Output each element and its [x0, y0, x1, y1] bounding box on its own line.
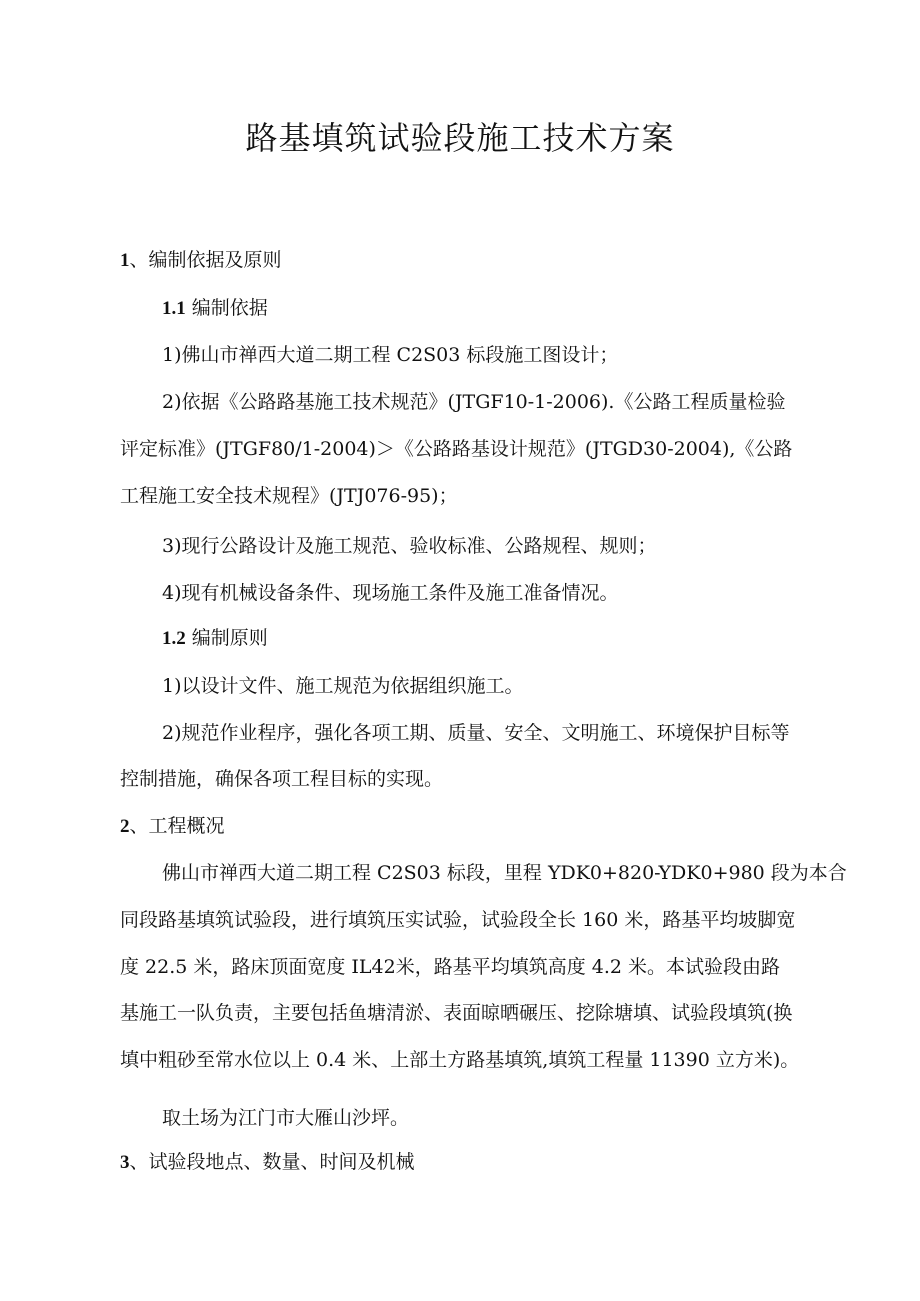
subsection-number: 1.1	[162, 298, 186, 319]
paragraph-line: 工程施工安全技术规程》(JTJ076-95)；	[120, 485, 458, 507]
paragraph-line: 1)佛山市禅西大道二期工程 C2S03 标段施工图设计；	[162, 344, 619, 366]
paragraph-line: 佛山市禅西大道二期工程 C2S03 标段，里程 YDK0+820-YDK0+980 段为本合	[162, 862, 847, 884]
paragraph-line: 2)依据《公路路基施工技术规范》(JTGF10-1-2006).《公路工程质量检验	[162, 391, 786, 413]
paragraph-line: 度 22.5 米，路床顶面宽度 IL42米，路基平均填筑高度 4.2 米。本试验段由路	[120, 956, 781, 978]
subsection-title: 编制原则	[185, 627, 268, 649]
subsection-title: 编制依据	[185, 297, 268, 319]
section-title: 、工程概况	[129, 815, 225, 837]
paragraph-line: 控制措施，确保各项工程目标的实现。	[120, 768, 444, 790]
paragraph-line: 评定标准》(JTGF80/1-2004)＞《公路路基设计规范》(JTGD30-2004),《公路	[120, 438, 793, 460]
section-2-heading	[120, 813, 225, 840]
paragraph-line: 同段路基填筑试验段，进行填筑压实试验，试验段全长 160 米，路基平均坡脚宽	[120, 909, 796, 931]
paragraph-line: 2)规范作业程序，强化各项工期、质量、安全、文明施工、环境保护目标等	[162, 722, 790, 744]
document-title: 路基填筑试验段施工技术方案	[245, 119, 675, 157]
paragraph-line: 基施工一队负责，主要包括鱼塘清淤、表面晾晒碾压、挖除塘填、试验段填筑(换	[120, 1002, 793, 1024]
subsection-1-1-heading	[162, 295, 268, 322]
subsection-number: 1.2	[162, 628, 186, 649]
section-title: 、试验段地点、数量、时间及机械	[129, 1151, 415, 1173]
section-1-heading	[120, 247, 282, 274]
paragraph-line: 3)现行公路设计及施工规范、验收标准、公路规程、规则；	[162, 535, 657, 557]
paragraph-line: 4)现有机械设备条件、现场施工条件及施工准备情况。	[162, 582, 619, 604]
section-3-heading	[120, 1149, 415, 1176]
section-number: 2	[120, 816, 130, 837]
paragraph-line: 取土场为江门市大雁山沙坪。	[162, 1107, 410, 1129]
section-title: 、编制依据及原则	[129, 249, 282, 271]
section-number: 1	[120, 250, 130, 271]
section-number: 3	[120, 1152, 130, 1173]
paragraph-line: 填中粗砂至常水位以上 0.4 米、上部土方路基填筑,填筑工程量 11390 立方米)。	[120, 1049, 800, 1071]
paragraph-line: 1)以设计文件、施工规范为依据组织施工。	[162, 675, 524, 697]
subsection-1-2-heading	[162, 625, 268, 652]
